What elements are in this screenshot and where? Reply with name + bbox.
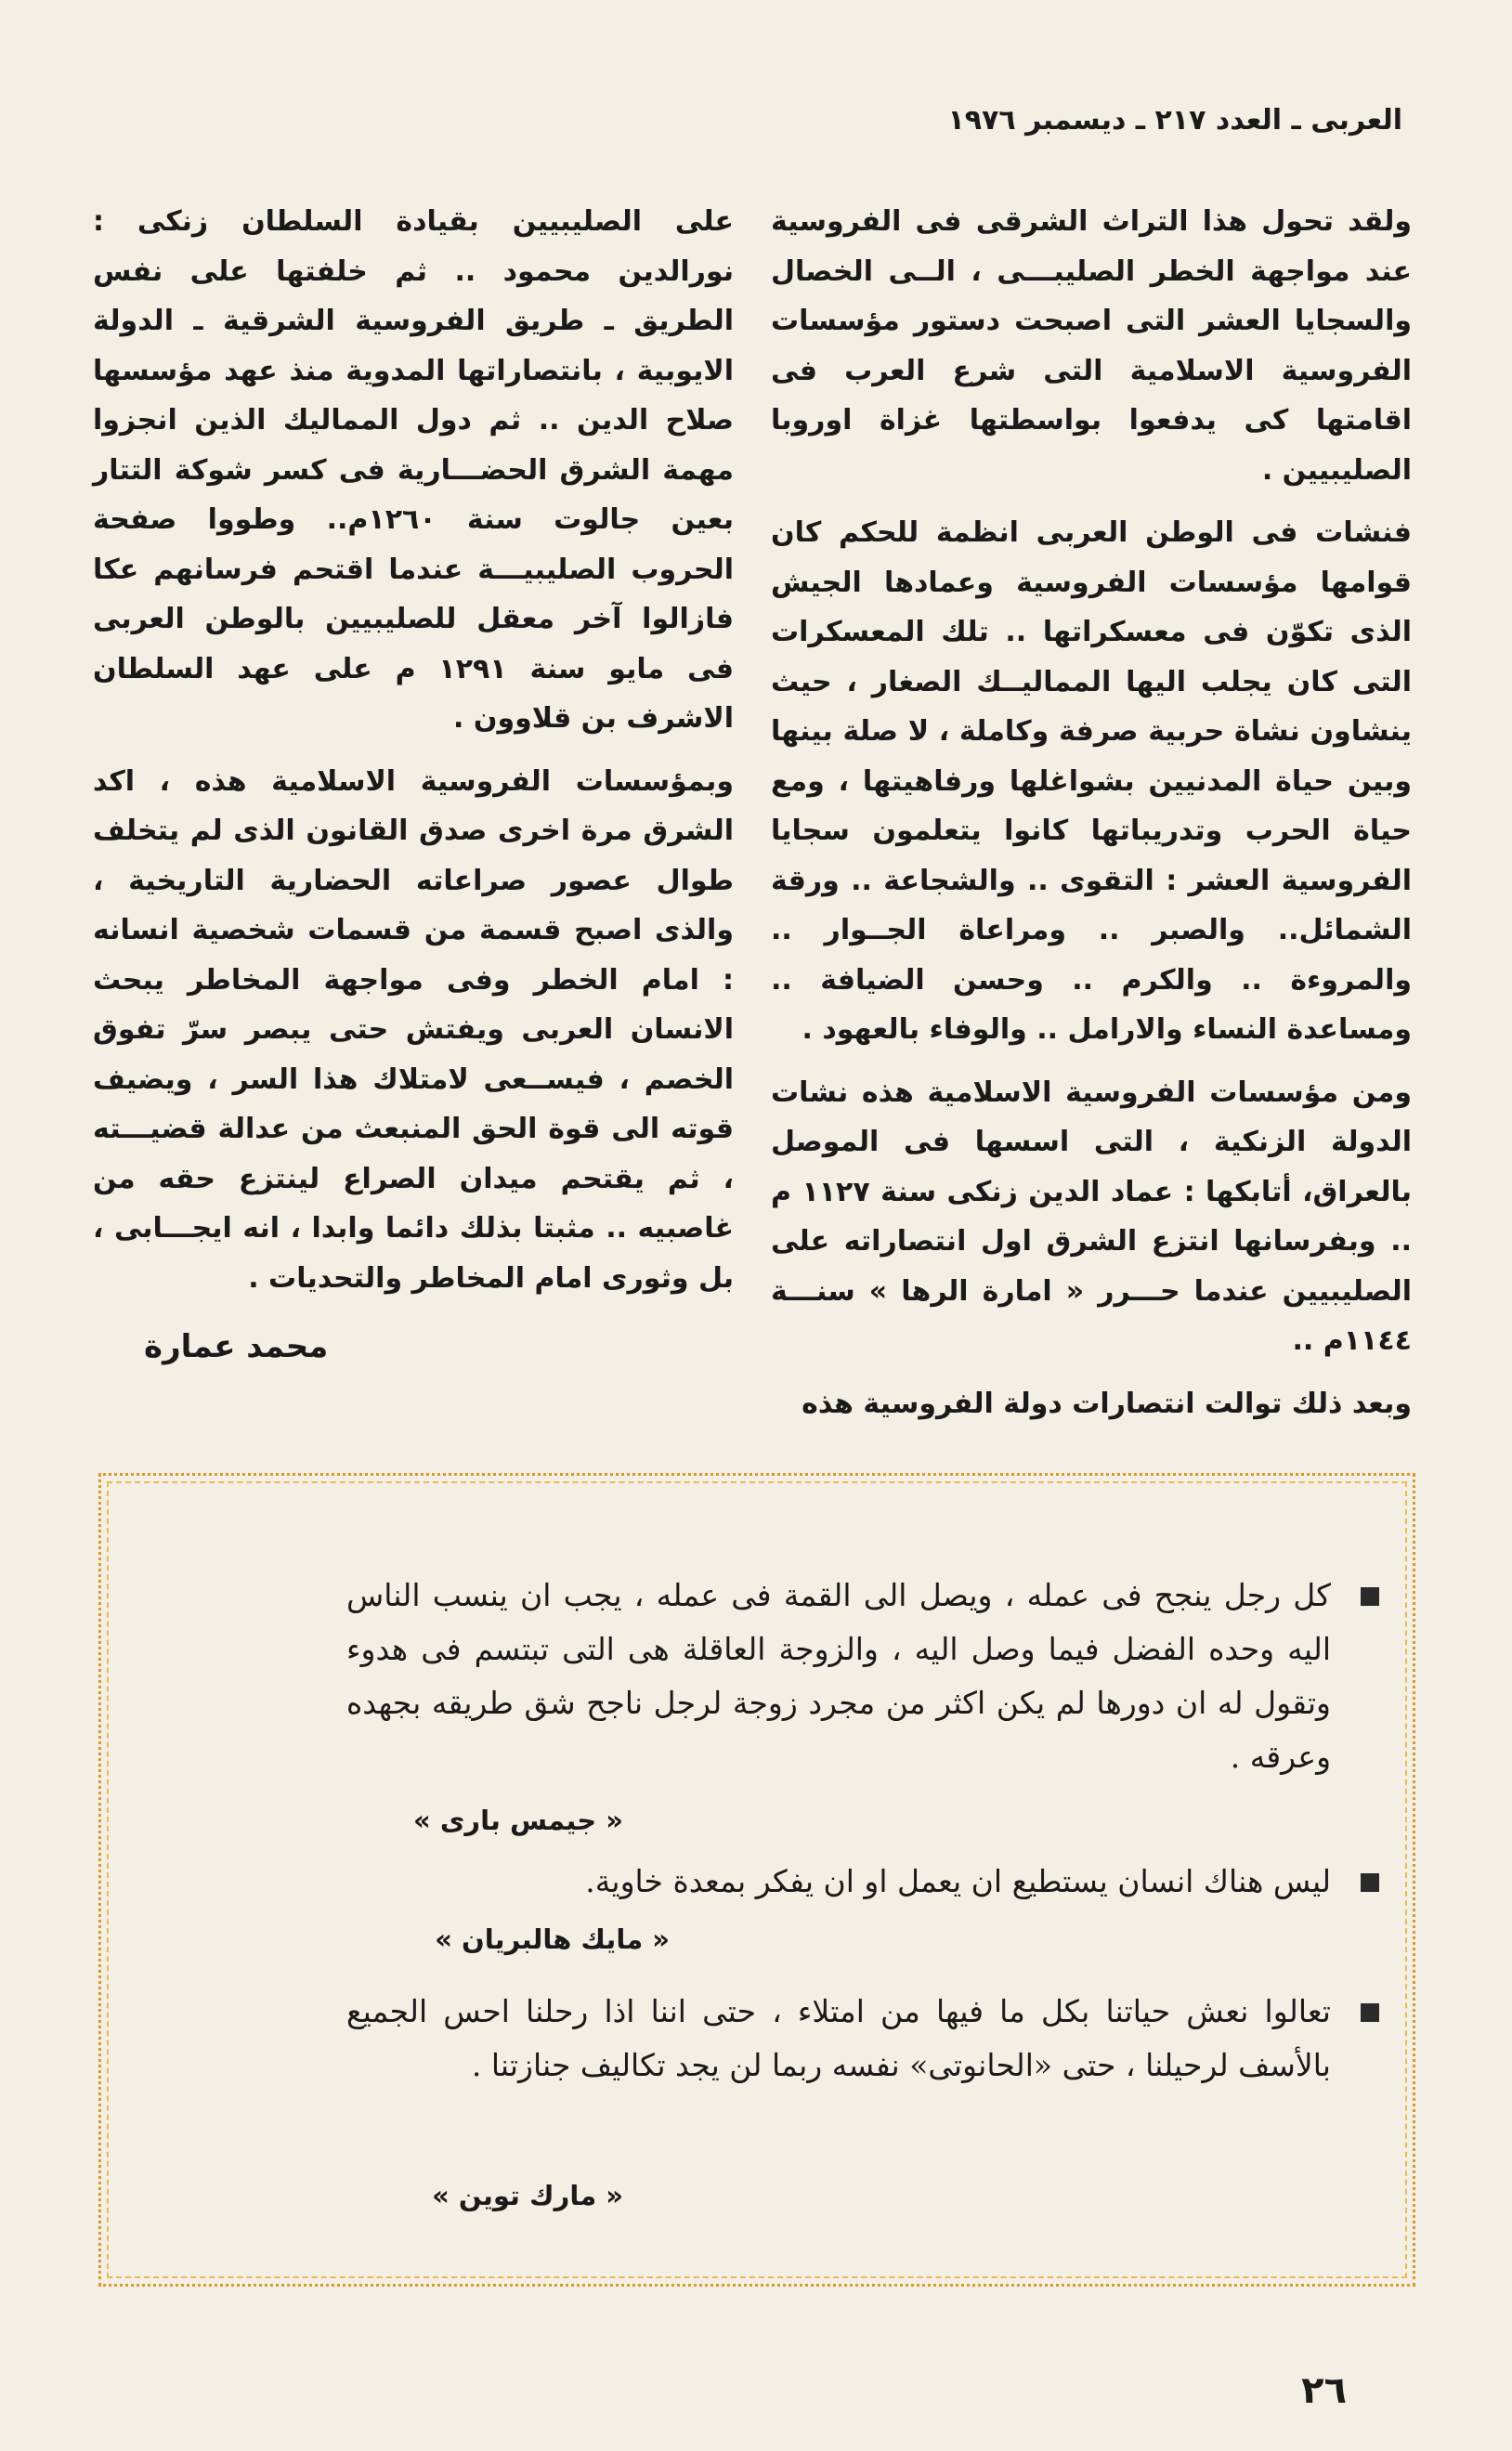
article-column-right	[771, 197, 1412, 1441]
quotes-box	[98, 1473, 1415, 2287]
quote-text: تعالوا نعش حياتنا بكل ما فيها من امتلاء ، حتى اننا اذا رحلنا احس الجميع بالأسف لرحيلنا ، حتى «الحانوتى» نفسه ربما لن يجد تكاليف جنازتنا .	[346, 1993, 1331, 2083]
author-name: محمد عمارة	[144, 1328, 329, 1365]
paragraph: وبعد ذلك توالت انتصارات دولة الفروسية هذه	[802, 1387, 1412, 1420]
paragraph: على الصليبيين بقيادة السلطان زنكى : نورالدين محمود .. ثم خلفتها على نفس الطريق ـ طريق الفروسية الشرقية ـ الدولة الايوبية ، بانتصاراتها المدوية منذ عهد مؤسسها صلاح الدين .. ثم دول المماليك الذين انجزوا مهمة الشرق الحضـــارية فى كسر شوكة التتار بعين جالوت سنة ١٢٦٠م.. وطووا صفحة الحروب الصليبيـــة عندما اقتحم فرسانهم عكا فازالوا آخر معقل للصليبيين بالوطن العربى فى مايو سنة ١٢٩١ م على عهد السلطان الاشرف بن قلاوون .	[93, 205, 734, 735]
article-body	[93, 197, 1412, 1420]
article-column-left	[93, 197, 734, 1316]
paragraph: فنشات فى الوطن العربى انظمة للحكم كان قوامها مؤسسات الفروسية وعمادها الجيش الذى تكوّن فى معسكراتها .. تلك المعسكرات التى كان يجلب اليها المماليــك الصغار ، حيث ينشاون نشاة حربية صرفة وكاملة ، لا صلة بينها وبين حياة المدنيين بشواغلها ورفاهيتها ، ومع حياة الحرب وتدريباتها كانوا يتعلمون سجايا الفروسية العشر : التقوى .. والشجاعة .. ورقة الشمائل.. والصبر .. ومراعاة الجــوار .. والمروءة .. والكرم .. وحسن الضيافة .. ومساعدة النساء والارامل .. والوفاء بالعهود .	[771, 516, 1412, 1046]
quote-attribution: « مايك هالبريان »	[435, 1923, 670, 1955]
paragraph: وبمؤسسات الفروسية الاسلامية هذه ، اكد الشرق مرة اخرى صدق القانون الذى لم يتخلف طوال عصور صراعاته الحضارية التاريخية ، والذى اصبح قسمة من قسمات شخصية انسانه : امام الخطر وفى مواجهة المخاطر يبحث الانسان العربى ويفتش حتى يبصر سرّ تفوق الخصم ، فيســعى لامتلاك هذا السر ، ويضيف قوته الى قوة الحق المنبعث من عدالة قضيـــته ، ثم يقتحم ميدان الصراع لينتزع حقه من غاصبيه .. مثبتا بذلك دائما وابدا ، انه ايجـــابى ، بل وثورى امام المخاطر والتحديات .	[93, 764, 734, 1295]
paragraph: ولقد تحول هذا التراث الشرقى فى الفروسية عند مواجهة الخطر الصليبـــى ، الــى الخصال والسجايا العشر التى اصبحت دستور مؤسسات الفروسية الاسلامية التى شرع العرب فى اقامتها كى يدفعوا بواسطتها غزاة اوروبا الصليبيين .	[771, 205, 1412, 487]
square-bullet-icon	[1361, 1873, 1379, 1892]
quote-item	[346, 1569, 1331, 1784]
quote-attribution: « جيمس بارى »	[413, 1805, 623, 1836]
square-bullet-icon	[1361, 1587, 1379, 1606]
quote-item	[346, 1855, 1331, 1909]
square-bullet-icon	[1361, 2003, 1379, 2022]
running-head: العربى ـ العدد ٢١٧ ـ ديسمبر ١٩٧٦	[947, 104, 1402, 137]
page-number: ٢٦	[1301, 2369, 1347, 2412]
paragraph: ومن مؤسسات الفروسية الاسلامية هذه نشات الدولة الزنكية ، التى اسسها فى الموصل بالعراق، أتابكها : عماد الدين زنكى سنة ١١٢٧ م .. وبفرسانها انتزع الشرق اول انتصاراته على الصليبيين عندما حـــرر « امارة الرها » سنـــة ١١٤٤م ..	[771, 1076, 1412, 1357]
quote-attribution: « مارك توين »	[432, 2180, 623, 2211]
quote-item	[346, 1985, 1331, 2092]
quote-text: ليس هناك انسان يستطيع ان يعمل او ان يفكر بمعدة خاوية.	[585, 1863, 1331, 1899]
quote-text: كل رجل ينجح فى عمله ، ويصل الى القمة فى عمله ، يجب ان ينسب الناس اليه وحده الفضل فيما وصل اليه ، والزوجة العاقلة هى التى تبتسم فى هدوء وتقول له ان دورها لم يكن اكثر من مجرد زوجة لرجل ناجح شق طريقه بجهده وعرقه .	[346, 1577, 1331, 1775]
